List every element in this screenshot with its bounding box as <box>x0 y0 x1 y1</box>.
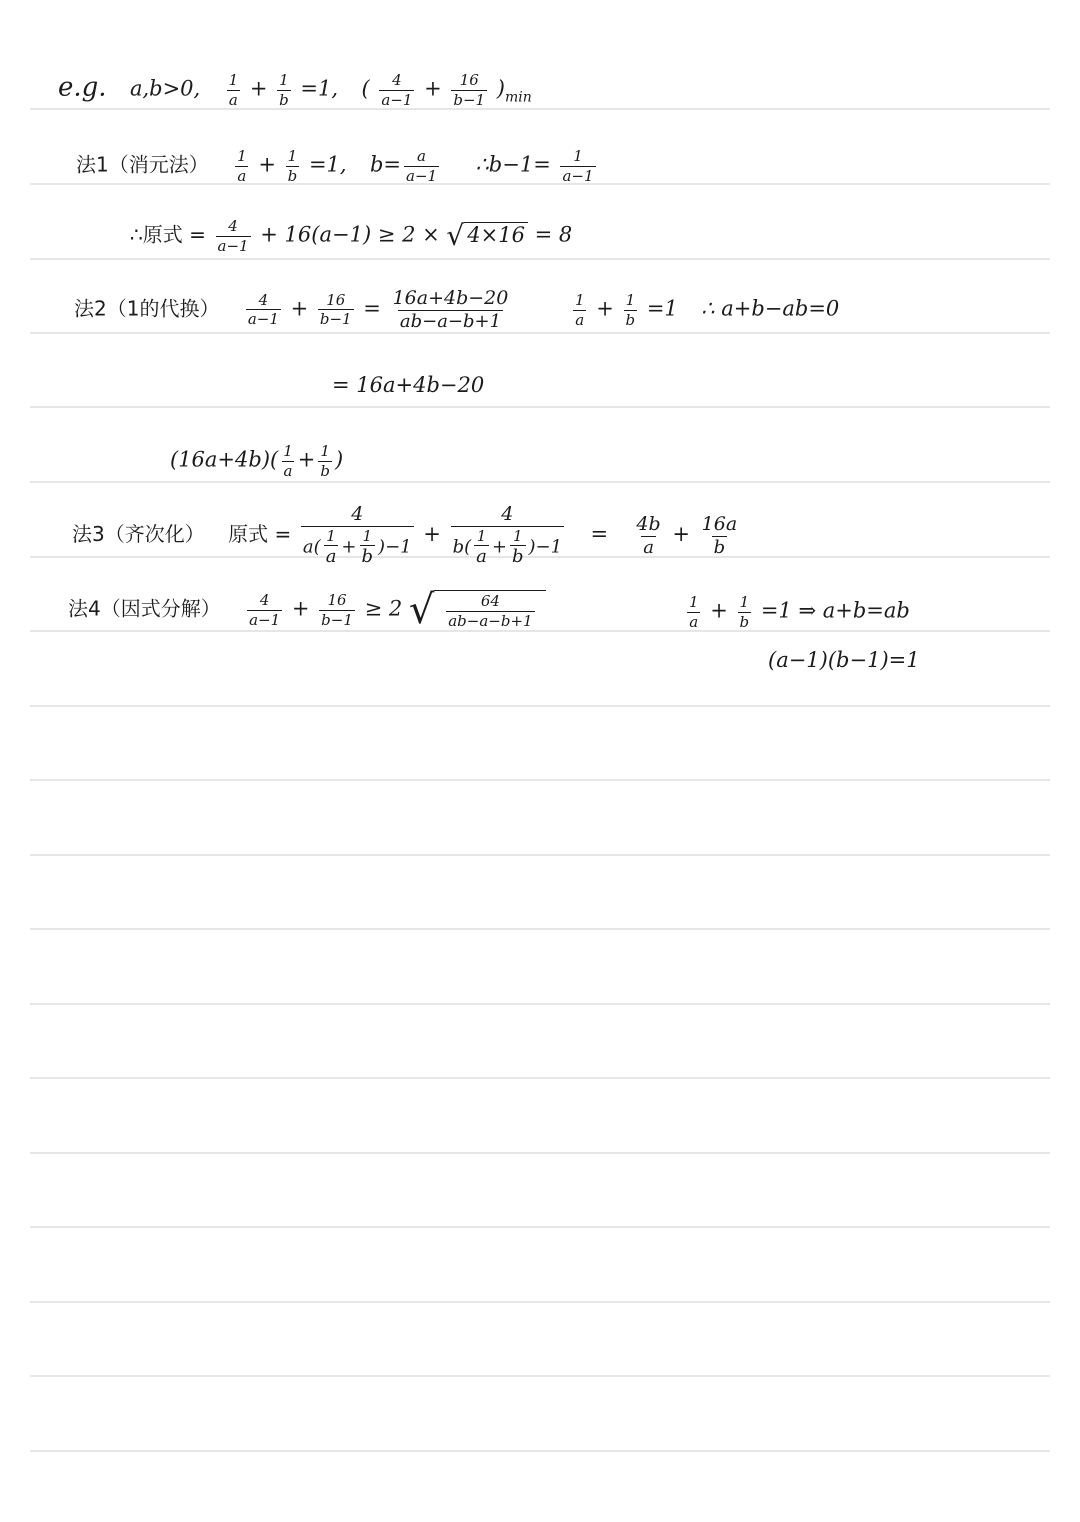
fraction: $\frac{1}{b}$ <box>625 291 636 329</box>
ruled-line <box>30 258 1050 260</box>
fraction: $\frac{16a+4b-20}{ab-a-b+1}$ <box>392 287 509 332</box>
method-4-line: 法4（因式分解） $\frac{4}{a-1}$ + $\frac{16}{b-1}$ ≥ 2 √ $\frac{64}{ab-a-b+1}$ <box>68 590 546 630</box>
method-4-label: 法4（因式分解） <box>68 596 221 621</box>
fraction: $\frac{a}{a-1}$ <box>406 147 438 185</box>
ruled-line <box>30 630 1050 632</box>
fraction: $\frac{1}{b}$ <box>320 442 330 480</box>
ruled-line <box>30 854 1050 856</box>
method-2-label: 法2（1的代换） <box>74 296 220 321</box>
square-root: √ 4×16 <box>446 222 528 250</box>
fraction: $\frac{16}{b-1}$ <box>319 290 352 329</box>
fraction: $\frac{16a}{b}$ <box>701 512 738 558</box>
fraction: $\frac{1}{a}$ <box>689 593 699 631</box>
fraction: $\frac{1}{b}$ <box>287 147 298 185</box>
ruled-line <box>30 928 1050 930</box>
method-3-line: 法3（齐次化） 原式 = 4 a( $\frac{1}{a}$ + $\frac{1}{b}$ )−1 + 4 b( $\frac{1}{a}$ + $\frac{1}{b}$ )−1 = $\frac{4b}{a}$ + $\frac{16a}{b}$ <box>72 503 738 568</box>
fraction: 4 a( $\frac{1}{a}$ + $\frac{1}{b}$ )−1 <box>302 503 412 568</box>
ruled-line <box>30 705 1050 707</box>
method-1-label: 法1（消元法） <box>76 152 209 177</box>
ruled-line <box>30 406 1050 408</box>
fraction: $\frac{1}{a}$ <box>283 442 293 480</box>
example-label: e.g. <box>58 72 107 103</box>
fraction: $\frac{1}{a}$ <box>228 71 239 109</box>
fraction: $\frac{4}{a-1}$ <box>381 71 413 109</box>
ruled-line <box>30 1077 1050 1079</box>
fraction: $\frac{1}{b}$ <box>279 71 289 109</box>
ruled-line <box>30 1226 1050 1228</box>
method-1-line: 法1（消元法） $\frac{1}{a}$ + $\frac{1}{b}$ =1, b= $\frac{a}{a-1}$ ∴b−1= $\frac{1}{a-1}$ <box>76 147 594 185</box>
method-3-label: 法3（齐次化） <box>72 522 205 547</box>
condition-text: a,b>0, <box>129 76 201 101</box>
ruled-line <box>30 332 1050 334</box>
method-2-product: (16a+4b)( $\frac{1}{a}$ + $\frac{1}{b}$ ) <box>170 442 344 480</box>
fraction: $\frac{4}{a-1}$ <box>249 591 281 629</box>
condition-equation: =1, <box>300 76 339 101</box>
fraction: $\frac{16}{b-1}$ <box>321 591 353 629</box>
fraction: $\frac{4b}{a}$ <box>636 512 661 558</box>
fraction: $\frac{4}{a-1}$ <box>217 217 249 255</box>
square-root: √ $\frac{64}{ab-a-b+1}$ <box>409 590 547 630</box>
fraction: $\frac{1}{a-1}$ <box>562 147 594 185</box>
method-2-condition: $\frac{1}{a}$ + $\frac{1}{b}$ =1 ∴ a+b−ab=0 <box>575 291 840 329</box>
ruled-line <box>30 779 1050 781</box>
min-subscript: min <box>504 89 532 106</box>
ruled-line <box>30 1375 1050 1377</box>
ruled-line <box>30 1003 1050 1005</box>
example-line: e.g. a,b>0, $\frac{1}{a}$ + $\frac{1}{b}$ =1, ( $\frac{4}{a-1}$ + $\frac{16}{b-1}$ )$_{min}$ <box>58 71 532 109</box>
ruled-line <box>30 1450 1050 1452</box>
ruled-line <box>30 1152 1050 1154</box>
ruled-line <box>30 108 1050 110</box>
fraction: $\frac{1}{a}$ <box>575 291 585 329</box>
method-2-line: 法2（1的代换） $\frac{4}{a-1}$ + $\frac{16}{b-1}$ = $\frac{16a+4b-20}{ab-a-b+1}$ <box>74 287 509 332</box>
fraction: 4 b( $\frac{1}{a}$ + $\frac{1}{b}$ )−1 <box>452 503 563 568</box>
fraction: $\frac{1}{a}$ <box>237 147 247 185</box>
fraction: $\frac{1}{b}$ <box>739 593 750 631</box>
ruled-line <box>30 1301 1050 1303</box>
fraction: $\frac{4}{a-1}$ <box>247 290 279 329</box>
method-4-condition: $\frac{1}{a}$ + $\frac{1}{b}$ =1 ⇒ a+b=ab <box>689 593 910 631</box>
ruled-line <box>30 481 1050 483</box>
fraction: $\frac{16}{b-1}$ <box>453 71 486 109</box>
method-2-step: = 16a+4b−20 <box>332 373 485 397</box>
method-1-result-line: ∴原式 = $\frac{4}{a-1}$ + 16(a−1) ≥ 2 × √ 4×16 = 8 <box>130 217 573 255</box>
method-4-factor: (a−1)(b−1)=1 <box>768 648 920 672</box>
